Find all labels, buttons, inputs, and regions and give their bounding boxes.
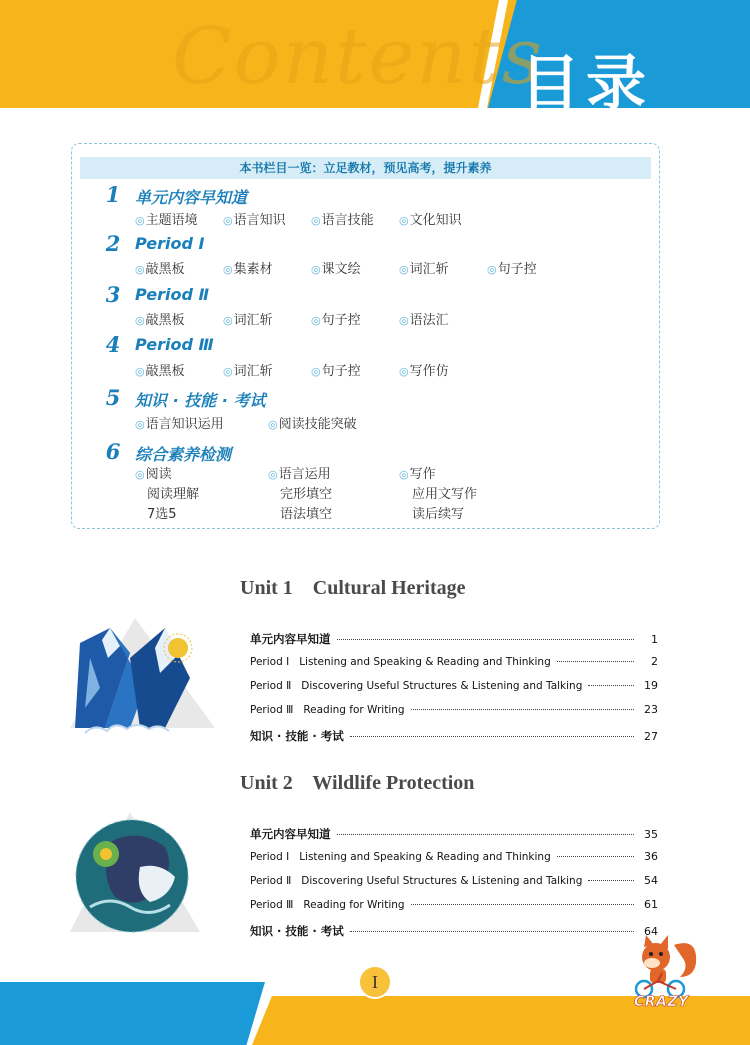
unit-title: Unit 2 Wildlife Protection [240,772,475,794]
section-title: 单元内容早知道 [135,188,248,207]
section-title: Period Ⅱ [135,285,210,304]
toc-label: 单元内容早知道 [250,827,331,841]
leader-dots [411,709,634,710]
toc-period: Period Ⅰ [250,656,290,668]
bullet-icon: ◎ [223,263,233,276]
overview-title: 本书栏目一览：立足教材，预见高考，提升素养 [80,157,651,179]
sub-item: 7选5 [147,507,177,522]
list-item: ◎敲黑板 [135,364,185,379]
bullet-icon: ◎ [135,365,145,378]
toc-label: Listening and Speaking & Reading and Thinking [299,851,551,863]
list-item: ◎词汇斩 [223,313,273,328]
section-number: 2 [105,231,121,256]
page-number: 2 [651,655,658,668]
contents-watermark: Contents [172,12,544,102]
leader-dots [350,736,634,737]
toc-entry[interactable] [250,923,658,939]
section-number: 6 [105,439,121,464]
toc-label: Discovering Useful Structures & Listening and Talking [301,680,583,692]
list-item: ◎写作 [399,467,436,482]
list-item: ◎语言知识运用 [135,417,224,432]
toc-period: Period Ⅲ [250,704,294,716]
toc-entry[interactable] [250,679,658,695]
toc-period: Period Ⅱ [250,875,292,887]
sub-item: 阅读理解 [147,487,200,502]
list-item: ◎主题语境 [135,213,198,228]
mascot-label: CRAZY [634,994,689,1010]
toc-entry[interactable] [250,728,658,744]
toc-entry[interactable] [250,898,658,914]
leader-dots [337,639,635,640]
toc-label: Discovering Useful Structures & Listening and Talking [301,875,583,887]
toc-label: 知识 · 技能 · 考试 [250,729,344,743]
bullet-icon: ◎ [399,365,409,378]
toc-entry[interactable] [250,826,658,842]
footer-blue-band [0,982,265,1045]
toc-entry[interactable] [250,631,658,647]
page-number: 19 [644,679,658,692]
leader-dots [557,856,634,857]
bullet-icon: ◎ [311,263,321,276]
section-title: Period Ⅲ [135,335,214,354]
toc-period: Period Ⅱ [250,680,292,692]
list-item: ◎阅读技能突破 [268,417,357,432]
bullet-icon: ◎ [135,468,145,481]
sub-item: 应用文写作 [412,487,478,502]
section-number: 1 [105,182,121,207]
leader-dots [337,834,635,835]
bullet-icon: ◎ [223,214,233,227]
bullet-icon: ◎ [399,468,409,481]
list-item: ◎敲黑板 [135,262,185,277]
bullet-icon: ◎ [135,314,145,327]
bullet-icon: ◎ [311,314,321,327]
list-item: ◎语言技能 [311,213,374,228]
list-item: ◎课文绘 [311,262,361,277]
bullet-icon: ◎ [399,263,409,276]
list-item: ◎文化知识 [399,213,462,228]
toc-label: 单元内容早知道 [250,632,331,646]
bullet-icon: ◎ [399,214,409,227]
toc-label: 知识 · 技能 · 考试 [250,924,344,938]
bullet-icon: ◎ [311,365,321,378]
toc-entry[interactable] [250,655,658,671]
section-title: Period Ⅰ [135,234,205,253]
unit-title: Unit 1 Cultural Heritage [240,577,466,599]
bullet-icon: ◎ [399,314,409,327]
section-number: 3 [105,282,121,307]
section-number: 5 [105,385,121,410]
sub-item: 语法填空 [280,507,333,522]
page-number: 35 [644,828,658,841]
bullet-icon: ◎ [268,468,278,481]
leader-dots [411,904,634,905]
bullet-icon: ◎ [311,214,321,227]
page-number: 23 [644,703,658,716]
page-number: 54 [644,874,658,887]
page-number: 36 [644,850,658,863]
toc-entry[interactable] [250,850,658,866]
bullet-icon: ◎ [135,214,145,227]
bullet-icon: ◎ [223,365,233,378]
section-number: 4 [105,332,121,357]
toc-period: Period Ⅲ [250,899,294,911]
bullet-icon: ◎ [223,314,233,327]
page-number: 1 [651,633,658,646]
overview-box [71,143,660,529]
page-number-badge: I [358,965,392,999]
toc-label: Reading for Writing [303,899,405,911]
list-item: ◎写作仿 [399,364,449,379]
sub-item: 读后续写 [412,507,465,522]
bullet-icon: ◎ [487,263,497,276]
leader-dots [588,685,634,686]
list-item: ◎敲黑板 [135,313,185,328]
list-item: ◎语法汇 [399,313,449,328]
list-item: ◎句子控 [487,262,537,277]
toc-label: Listening and Speaking & Reading and Thinking [299,656,551,668]
list-item: ◎阅读 [135,467,172,482]
sub-item: 完形填空 [280,487,333,502]
page-number: 61 [644,898,658,911]
wildlife-illustration [70,812,200,940]
page-number: 27 [644,730,658,743]
page-number: 64 [644,925,658,938]
list-item: ◎句子控 [311,364,361,379]
bullet-icon: ◎ [268,418,278,431]
leader-dots [350,931,634,932]
list-item: ◎集素材 [223,262,273,277]
toc-entry[interactable] [250,874,658,890]
leader-dots [557,661,634,662]
leader-dots [588,880,634,881]
list-item: ◎词汇斩 [223,364,273,379]
page-title: 目录 [520,49,652,119]
list-item: ◎语言知识 [223,213,286,228]
bullet-icon: ◎ [135,263,145,276]
toc-period: Period Ⅰ [250,851,290,863]
mountain-illustration [70,618,215,743]
list-item: ◎词汇斩 [399,262,449,277]
bullet-icon: ◎ [135,418,145,431]
toc-entry[interactable] [250,703,658,719]
list-item: ◎语言运用 [268,467,331,482]
list-item: ◎句子控 [311,313,361,328]
section-title: 知识 · 技能 · 考试 [135,391,266,410]
toc-label: Reading for Writing [303,704,405,716]
fox-mascot-icon [630,935,702,999]
section-title: 综合素养检测 [135,445,232,464]
